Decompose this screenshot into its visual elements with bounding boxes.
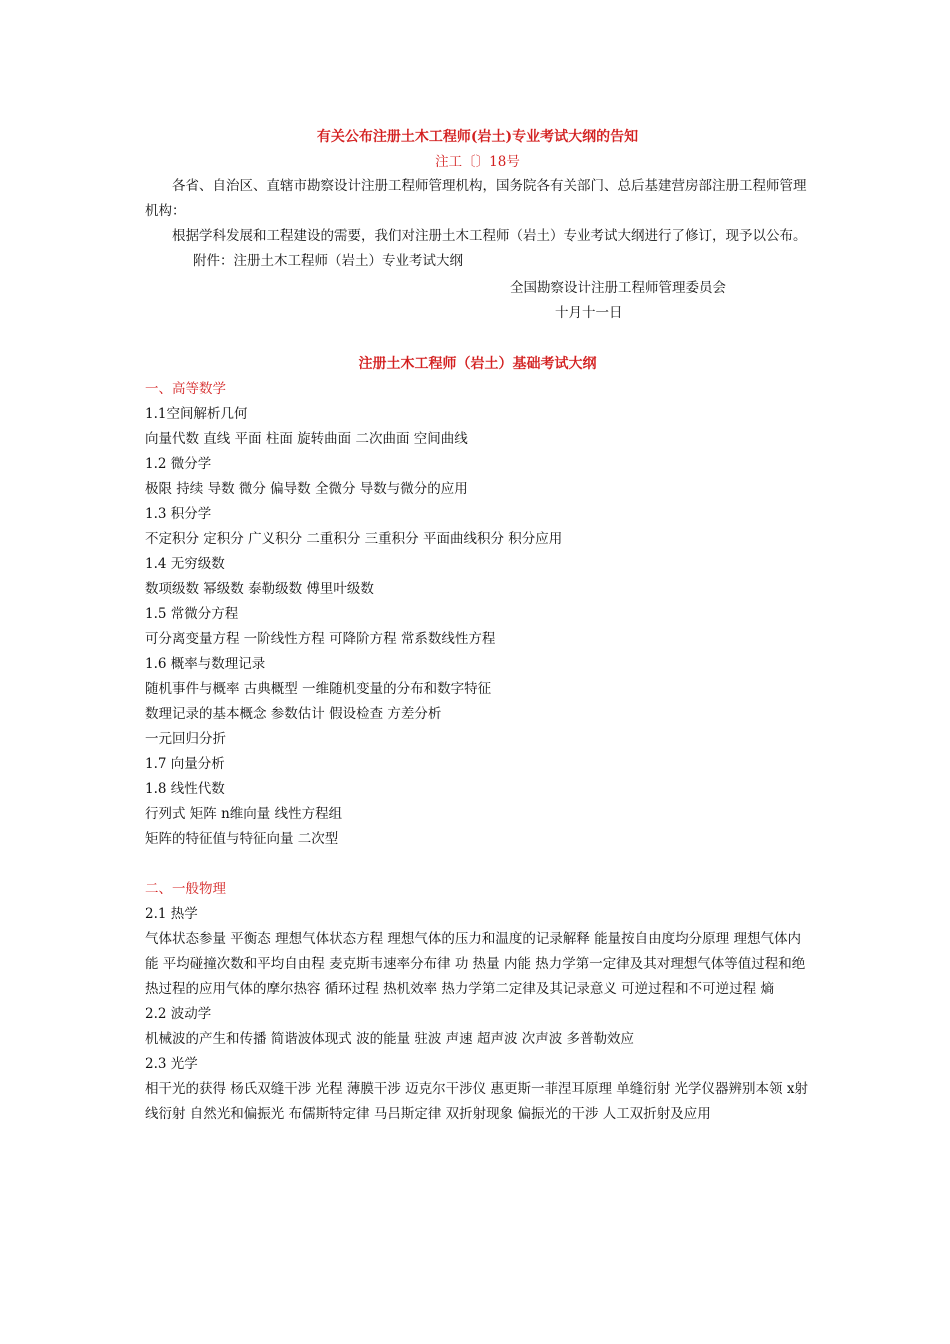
heat-topics: 气体状态参量 平衡态 理想气体状态方程 理想气体的压力和温度的记录解释 能量按自由度均分原理 理想气体内能 平均碰撞次数和平均自由程 麦克斯韦速率分布律 功 热量 内能 热力学第一定律及其对理想气体等值过程和绝热过程的应用气体的摩尔热容 循环过程 热机效率 热力学第二定律及其记录意义 可逆过程和不可逆过程 熵 (145, 931, 806, 997)
addressee-paragraph: 各省、自治区、直辖市勘察设计注册工程师管理机构，国务院各有关部门、总后基建营房部注册工程师管理机构： (145, 178, 807, 219)
section-spacer (145, 852, 810, 877)
document-number: 注工〔〕18号 (435, 154, 520, 170)
list-item: 向量代数 直线 平面 柱面 旋转曲面 二次曲面 空间曲线 (145, 431, 468, 447)
body-paragraph: 根据学科发展和工程建设的需要，我们对注册土木工程师（岩土）专业考试大纲进行了修订，现予以公布。 (172, 228, 807, 244)
subsection-heading-wave: 2.2 波动学 (145, 1006, 212, 1022)
notice-title: 有关公布注册土木工程师(岩土)专业考试大纲的告知 (316, 129, 639, 145)
list-item: 可分离变量方程 一阶线性方程 可降阶方程 常系数线性方程 (145, 631, 496, 647)
list-item: 行列式 矩阵 n维向量 线性方程组 (145, 806, 343, 822)
list-item: 1.8 线性代数 (145, 781, 225, 797)
list-item: 数项级数 幂级数 泰勒级数 傅里叶级数 (145, 581, 374, 597)
document-body (145, 124, 810, 1127)
list-item: 1.1空间解析几何 (145, 406, 248, 422)
attachment-line: 附件：注册土木工程师（岩土）专业考试大纲 (193, 253, 463, 269)
math-topic-list (145, 402, 810, 852)
list-item: 极限 持续 导数 微分 偏导数 全微分 导数与微分的应用 (145, 481, 468, 497)
list-item: 1.4 无穷级数 (145, 556, 225, 572)
list-item: 不定积分 定积分 广义积分 二重积分 三重积分 平面曲线积分 积分应用 (145, 531, 563, 547)
subsection-heading-optics: 2.3 光学 (145, 1056, 198, 1072)
list-item: 1.3 积分学 (145, 506, 212, 522)
wave-topics: 机械波的产生和传播 简谐波体现式 波的能量 驻波 声速 超声波 次声波 多普勒效应 (145, 1031, 635, 1047)
signer-line: 全国勘察设计注册工程师管理委员会 (510, 280, 726, 296)
list-item: 数理记录的基本概念 参数估计 假设检查 方差分析 (145, 706, 442, 722)
list-item: 随机事件与概率 古典概型 一维随机变量的分布和数字特征 (145, 681, 492, 697)
optics-topics: 相干光的获得 杨氏双缝干涉 光程 薄膜干涉 迈克尔干涉仪 惠更斯一菲涅耳原理 单缝衍射 光学仪器辨别本领 x射线衍射 自然光和偏振光 布儒斯特定律 马吕斯定律 双折射现象 偏振光的干涉 人工双折射及应用 (145, 1081, 808, 1122)
list-item: 一元回归分折 (145, 731, 226, 747)
date-line: 十月十一日 (555, 305, 623, 321)
list-item: 1.2 微分学 (145, 456, 212, 472)
list-item: 1.5 常微分方程 (145, 606, 239, 622)
list-item: 1.7 向量分析 (145, 756, 225, 772)
subsection-heading-heat: 2.1 热学 (145, 906, 198, 922)
list-item: 1.6 概率与数理记录 (145, 656, 266, 672)
list-item: 矩阵的特征值与特征向量 二次型 (145, 831, 339, 847)
section-heading-math: 一、高等数学 (145, 381, 226, 397)
syllabus-title: 注册土木工程师（岩土）基础考试大纲 (358, 356, 597, 372)
section-heading-physics: 二、一般物理 (145, 881, 226, 897)
